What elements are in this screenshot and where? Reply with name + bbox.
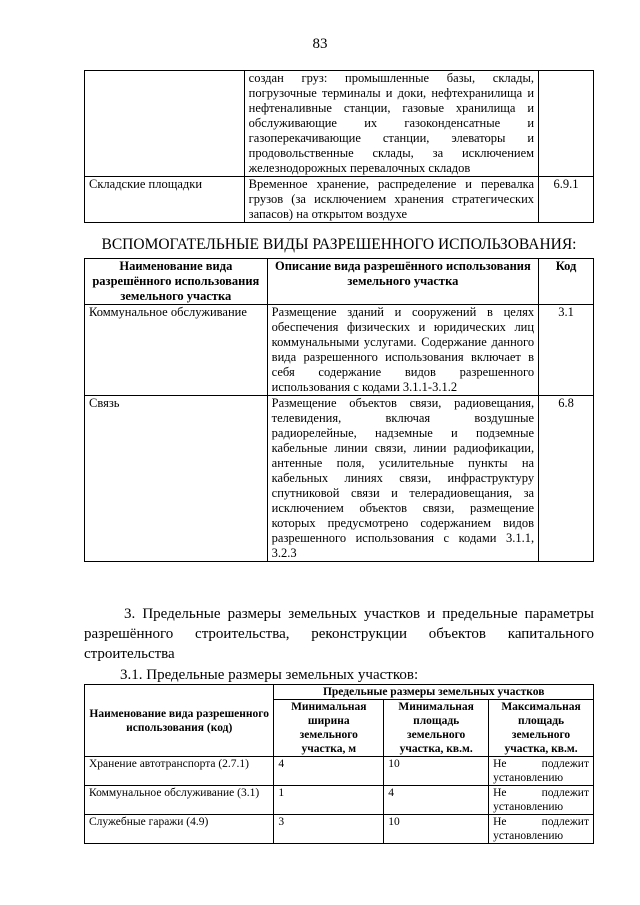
aux-uses-heading: ВСПОМОГАТЕЛЬНЫЕ ВИДЫ РАЗРЕШЕННОГО ИСПОЛЬЗОВАНИЯ:	[101, 236, 577, 253]
use-code-cell	[539, 71, 594, 177]
table-row	[85, 177, 594, 223]
header-description: Описание вида разрешённого использования земельного участка	[267, 259, 538, 305]
max-area-cell: Не подлежит установлению	[489, 786, 594, 815]
use-name-cell: Коммунальное обслуживание (3.1)	[85, 786, 274, 815]
plot-sizes-table	[84, 684, 594, 844]
use-name-cell: Складские площадки	[85, 177, 245, 223]
use-name-cell: Коммунальное обслуживание	[85, 305, 268, 396]
table-row	[85, 396, 594, 562]
table-header-row	[85, 685, 594, 700]
use-description-cell: Временное хранение, распределение и перевалка грузов (за исключением хранения стратегических запасов) на открытом воздухе	[244, 177, 538, 223]
max-area-cell: Не подлежит установлению	[489, 757, 594, 786]
table-row	[85, 815, 594, 844]
section-3-text: 3. Предельные размеры земельных участков и предельные параметры разрешённого строительства, реконструкции объектов капитального строительства	[84, 606, 594, 662]
header-code: Код	[539, 259, 594, 305]
table-row	[85, 757, 594, 786]
use-code-cell: 6.8	[539, 396, 594, 562]
section-3-paragraph	[84, 604, 594, 664]
use-name-cell: Служебные гаражи (4.9)	[85, 815, 274, 844]
use-code-cell: 3.1	[539, 305, 594, 396]
use-description-cell: Размещение зданий и сооружений в целях обеспечения физических и юридических лиц коммунальными услугами. Содержание данного вида разрешенного использования включает в себя содержание видов разрешенного использования с кодами 3.1.1-3.1.2	[267, 305, 538, 396]
land-use-table-continuation	[84, 70, 594, 223]
page-number: 83	[312, 36, 328, 52]
header-min-area: Минимальная площадь земельного участка, кв.м.	[384, 700, 489, 757]
use-name-cell	[85, 71, 245, 177]
table-row	[85, 786, 594, 815]
header-max-area: Максимальная площадь земельного участка, кв.м.	[489, 700, 594, 757]
table-row	[85, 305, 594, 396]
header-min-width: Минимальная ширина земельного участка, м	[274, 700, 384, 757]
table-header-row	[85, 259, 594, 305]
min-area-cell: 10	[384, 815, 489, 844]
aux-uses-table	[84, 258, 594, 562]
min-area-cell: 4	[384, 786, 489, 815]
header-name: Наименование вида разрешённого использования земельного участка	[85, 259, 268, 305]
use-name-cell: Связь	[85, 396, 268, 562]
header-name: Наименование вида разрешенного использования (код)	[85, 685, 274, 757]
min-width-cell: 3	[274, 815, 384, 844]
use-name-cell: Хранение автотранспорта (2.7.1)	[85, 757, 274, 786]
min-area-cell: 10	[384, 757, 489, 786]
use-code-cell: 6.9.1	[539, 177, 594, 223]
max-area-cell: Не подлежит установлению	[489, 815, 594, 844]
min-width-cell: 1	[274, 786, 384, 815]
use-description-cell: Размещение объектов связи, радиовещания, телевидения, включая воздушные радиорелейные, надземные и подземные кабельные линии связи, линии радиофикации, антенные поля, усилительные пункты на кабельных линиях связи, инфраструктуру спутниковой связи и телерадиовещания, за исключением объектов связи, размещение которых предусмотрено содержанием видов разрешенного использования с кодами 3.1.1, 3.2.3	[267, 396, 538, 562]
table-row	[85, 71, 594, 177]
use-description-cell: создан груз: промышленные базы, склады, погрузочные терминалы и доки, нефтехранилища и нефтеналивные станции, газовые хранилища и обслуживающие их газоконденсатные и газоперекачивающие станции, элеваторы и продовольственные склады, за исключением железнодорожных перевалочных складов	[244, 71, 538, 177]
min-width-cell: 4	[274, 757, 384, 786]
section-3-1-heading: 3.1. Предельные размеры земельных участков:	[120, 667, 419, 683]
header-group: Предельные размеры земельных участков	[274, 685, 594, 700]
